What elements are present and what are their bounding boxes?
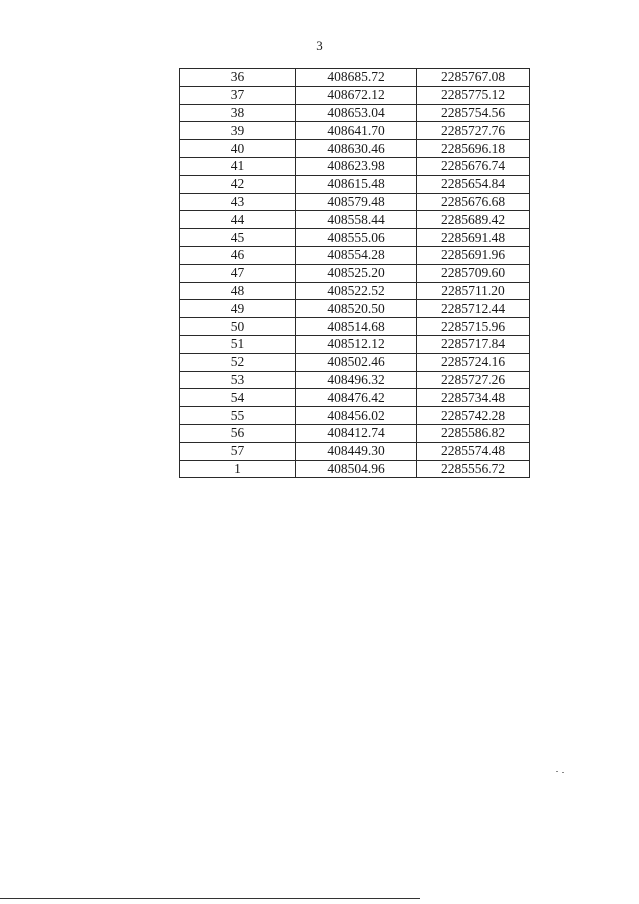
x-coordinate-cell: 408449.30 [296, 442, 417, 460]
point-number-cell: 39 [180, 122, 296, 140]
point-number-cell: 51 [180, 335, 296, 353]
table-row [180, 264, 530, 282]
point-number-cell: 50 [180, 318, 296, 336]
table-row [180, 86, 530, 104]
point-number-cell: 45 [180, 229, 296, 247]
point-number-cell: 53 [180, 371, 296, 389]
table-row [180, 229, 530, 247]
x-coordinate-cell: 408412.74 [296, 424, 417, 442]
scan-speck [562, 772, 564, 773]
point-number-cell: 42 [180, 175, 296, 193]
x-coordinate-cell: 408641.70 [296, 122, 417, 140]
y-coordinate-cell: 2285711.20 [417, 282, 530, 300]
x-coordinate-cell: 408522.52 [296, 282, 417, 300]
table-row [180, 122, 530, 140]
y-coordinate-cell: 2285689.42 [417, 211, 530, 229]
x-coordinate-cell: 408504.96 [296, 460, 417, 478]
y-coordinate-cell: 2285696.18 [417, 140, 530, 158]
x-coordinate-cell: 408558.44 [296, 211, 417, 229]
y-coordinate-cell: 2285724.16 [417, 353, 530, 371]
y-coordinate-cell: 2285767.08 [417, 69, 530, 87]
coordinates-table-body [180, 69, 530, 478]
scan-speck [556, 771, 558, 772]
x-coordinate-cell: 408579.48 [296, 193, 417, 211]
table-row [180, 460, 530, 478]
table-row [180, 442, 530, 460]
x-coordinate-cell: 408520.50 [296, 300, 417, 318]
y-coordinate-cell: 2285676.74 [417, 157, 530, 175]
point-number-cell: 38 [180, 104, 296, 122]
y-coordinate-cell: 2285691.96 [417, 246, 530, 264]
x-coordinate-cell: 408525.20 [296, 264, 417, 282]
point-number-cell: 36 [180, 69, 296, 87]
y-coordinate-cell: 2285586.82 [417, 424, 530, 442]
y-coordinate-cell: 2285742.28 [417, 407, 530, 425]
table-row [180, 407, 530, 425]
x-coordinate-cell: 408685.72 [296, 69, 417, 87]
y-coordinate-cell: 2285754.56 [417, 104, 530, 122]
x-coordinate-cell: 408554.28 [296, 246, 417, 264]
table-row [180, 69, 530, 87]
y-coordinate-cell: 2285691.48 [417, 229, 530, 247]
x-coordinate-cell: 408502.46 [296, 353, 417, 371]
point-number-cell: 54 [180, 389, 296, 407]
table-row [180, 104, 530, 122]
x-coordinate-cell: 408630.46 [296, 140, 417, 158]
table-row [180, 300, 530, 318]
y-coordinate-cell: 2285734.48 [417, 389, 530, 407]
y-coordinate-cell: 2285727.76 [417, 122, 530, 140]
page-number: 3 [316, 38, 323, 53]
x-coordinate-cell: 408514.68 [296, 318, 417, 336]
point-number-cell: 46 [180, 246, 296, 264]
table-row [180, 193, 530, 211]
point-number-cell: 44 [180, 211, 296, 229]
table-row [180, 140, 530, 158]
table-row [180, 175, 530, 193]
point-number-cell: 1 [180, 460, 296, 478]
x-coordinate-cell: 408496.32 [296, 371, 417, 389]
point-number-cell: 47 [180, 264, 296, 282]
x-coordinate-cell: 408623.98 [296, 157, 417, 175]
table-row [180, 353, 530, 371]
table-row [180, 335, 530, 353]
y-coordinate-cell: 2285676.68 [417, 193, 530, 211]
point-number-cell: 56 [180, 424, 296, 442]
y-coordinate-cell: 2285712.44 [417, 300, 530, 318]
x-coordinate-cell: 408555.06 [296, 229, 417, 247]
bottom-rule [0, 898, 420, 899]
y-coordinate-cell: 2285775.12 [417, 86, 530, 104]
table-row [180, 371, 530, 389]
point-number-cell: 52 [180, 353, 296, 371]
y-coordinate-cell: 2285654.84 [417, 175, 530, 193]
table-row [180, 157, 530, 175]
point-number-cell: 49 [180, 300, 296, 318]
y-coordinate-cell: 2285727.26 [417, 371, 530, 389]
x-coordinate-cell: 408672.12 [296, 86, 417, 104]
y-coordinate-cell: 2285709.60 [417, 264, 530, 282]
point-number-cell: 48 [180, 282, 296, 300]
point-number-cell: 37 [180, 86, 296, 104]
point-number-cell: 41 [180, 157, 296, 175]
coordinates-table [179, 68, 530, 478]
point-number-cell: 43 [180, 193, 296, 211]
y-coordinate-cell: 2285715.96 [417, 318, 530, 336]
table-row [180, 318, 530, 336]
y-coordinate-cell: 2285717.84 [417, 335, 530, 353]
x-coordinate-cell: 408653.04 [296, 104, 417, 122]
x-coordinate-cell: 408512.12 [296, 335, 417, 353]
y-coordinate-cell: 2285574.48 [417, 442, 530, 460]
table-row [180, 424, 530, 442]
table-row [180, 211, 530, 229]
table-row [180, 246, 530, 264]
point-number-cell: 57 [180, 442, 296, 460]
x-coordinate-cell: 408456.02 [296, 407, 417, 425]
y-coordinate-cell: 2285556.72 [417, 460, 530, 478]
table-row [180, 282, 530, 300]
point-number-cell: 40 [180, 140, 296, 158]
x-coordinate-cell: 408476.42 [296, 389, 417, 407]
x-coordinate-cell: 408615.48 [296, 175, 417, 193]
point-number-cell: 55 [180, 407, 296, 425]
table-row [180, 389, 530, 407]
